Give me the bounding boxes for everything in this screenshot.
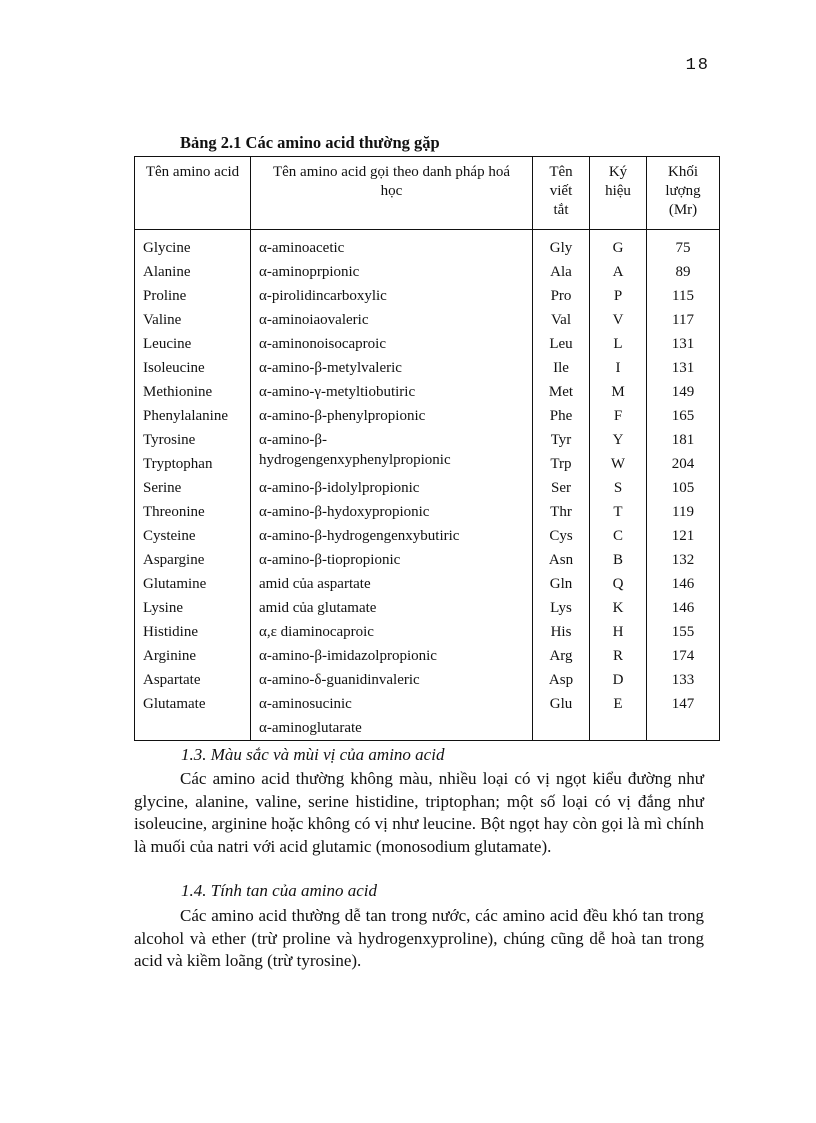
table-cell-mass: 89 [675,264,691,280]
table-cell-symbol: T [613,504,623,520]
table-cell-symbol: D [612,672,624,688]
table-cell-name: Threonine [143,504,205,520]
table-cell-abbr: Tyr [550,432,572,448]
table-cell-abbr: Cys [549,528,573,544]
table-cell-symbol: V [612,312,624,328]
table-cell-chem: α-amino-β-hydoxypropionic [259,504,430,520]
table-cell-chem: α-amino-β-imidazolpropionic [259,648,437,664]
table-cell-symbol: K [612,600,624,616]
table-cell-symbol: G [612,240,624,256]
table-cell-mass: 146 [671,600,695,616]
table-cell-name: Alanine [143,264,191,280]
table-cell-name: Glutamine [143,576,207,592]
table-cell-abbr: Ile [553,360,569,376]
table-cell-symbol: B [612,552,623,568]
table-cell-chem: α-amino-β-idolylpropionic [259,480,420,496]
table-cell-chem: α-amino-β-metylvaleric [259,360,402,376]
table-cell-abbr: Gln [549,576,573,592]
section-1-4-heading: 1.4. Tính tan của amino acid [181,881,377,900]
table-cell-name: Aspartate [143,672,201,688]
table-cell-symbol: A [612,264,624,280]
table-cell-abbr: Ser [551,480,571,496]
table-cell-symbol: S [613,480,623,496]
table-cell-abbr: Trp [550,456,572,472]
table-cell-name: Isoleucine [143,360,205,376]
table-cell-mass: 115 [672,288,694,304]
table-cell-chem: α-amino-β-tiopropionic [259,552,401,568]
table-cell-chem-line2: hydrogengenxyphenylpropionic [259,452,451,468]
table-cell-abbr: Leu [549,336,573,352]
column-chemical [251,230,533,741]
header-abbr: Tên viết tắt [533,157,590,230]
table-cell-symbol: M [611,384,625,400]
table-cell-abbr: Met [548,384,574,400]
table-cell-name: Histidine [143,624,198,640]
table-cell-chem: α-amino-β-hydrogengenxybutiric [259,528,460,544]
table-cell-chem: α-aminonoisocaproic [259,336,386,352]
header-chemical: Tên amino acid gọi theo danh pháp hoá học [251,157,533,230]
table-cell-name: Cysteine [143,528,196,544]
table-cell-abbr: Lys [550,600,572,616]
table-cell-symbol: W [610,456,626,472]
table-cell-chem: α-amino-δ-guanidinvaleric [259,672,420,688]
table-caption: Bảng 2.1 Các amino acid thường gặp [180,133,440,152]
table-cell-name: Arginine [143,648,197,664]
table-cell-mass: 132 [671,552,695,568]
table-cell-mass: 204 [671,456,695,472]
table-cell-abbr: Pro [550,288,572,304]
table-cell-chem [259,428,532,476]
table-cell-mass: 165 [671,408,695,424]
table-cell-name: Lysine [143,600,183,616]
header-name: Tên amino acid [135,157,251,230]
table-cell-abbr: Thr [550,504,572,520]
page-number: 18 [685,56,710,75]
table-cell-abbr: His [550,624,572,640]
table-cell-abbr: Arg [549,648,573,664]
table-cell-symbol: P [613,288,623,304]
table-cell-name: Methionine [143,384,213,400]
column-mass [647,230,720,741]
table-cell-abbr: Phe [549,408,573,424]
table-cell-mass: 105 [671,480,695,496]
table-cell-abbr: Ala [550,264,572,280]
table-cell-chem: α-aminosucinic [259,696,352,712]
amino-acid-table [134,156,720,741]
table-cell-chem: α-aminoacetic [259,240,345,256]
table-cell-name: Glutamate [143,696,206,712]
table-cell-chem: α-amino-γ-metyltiobutiric [259,384,416,400]
table-cell-symbol: C [612,528,623,544]
section-1-3-heading: 1.3. Màu sắc và mùi vị của amino acid [181,745,445,764]
table-cell-symbol: L [613,336,623,352]
table-cell-mass: 133 [671,672,695,688]
column-name [135,230,251,741]
table-cell-abbr: Asp [548,672,574,688]
table-cell-abbr: Asn [548,552,574,568]
table-cell-mass: 149 [671,384,695,400]
table-cell-mass: 121 [671,528,695,544]
table-cell-mass: 75 [675,240,691,256]
table-cell-mass: 117 [672,312,694,328]
table-cell-chem-line1: α-amino-β- [259,432,327,448]
table-cell-chem: α-aminoglutarate [259,720,362,736]
table-cell-abbr: Glu [549,696,573,712]
table-cell-symbol: Y [612,432,624,448]
table-cell-mass: 147 [671,696,695,712]
column-symbol [590,230,647,741]
table-cell-name: Glycine [143,240,191,256]
table-cell-mass: 131 [671,360,695,376]
table-cell-name: Aspargine [143,552,205,568]
table-cell-name: Proline [143,288,187,304]
section-1-3-paragraph: Các amino acid thường không màu, nhiều loại có vị ngọt kiểu đường như glycine, alanine, valine, serine histidine, triptophan; một số loại có vị đắng như isoleucine, arginine hoặc không có vị như leucine. Bột ngọt hay còn gọi là mì chính là muối của natri với acid glutamic (monosodium glutamate). [134,769,704,856]
table-cell-symbol: E [613,696,623,712]
table-cell-name: Tryptophan [143,456,213,472]
header-symbol: Ký hiệu [590,157,647,230]
column-abbr [533,230,590,741]
table-cell-name: Valine [143,312,182,328]
table-cell-name: Serine [143,480,182,496]
table-cell-chem: α,ε diaminocaproic [259,624,374,640]
table-cell-symbol: I [615,360,621,376]
header-mass: Khối lượng (Mr) [647,157,720,230]
table-cell-mass: 146 [671,576,695,592]
table-cell-mass: 181 [671,432,695,448]
table-cell-symbol: H [612,624,624,640]
table-cell-chem: amid của glutamate [259,600,377,616]
table-cell-name: Leucine [143,336,192,352]
table-cell-mass: 119 [672,504,694,520]
table-cell-abbr: Gly [549,240,573,256]
table-cell-abbr: Val [551,312,571,328]
table-cell-symbol: F [613,408,623,424]
table-cell-chem: α-aminoprpionic [259,264,360,280]
table-cell-chem: α-pirolidincarboxylic [259,288,387,304]
table-cell-name: Phenylalanine [143,408,228,424]
section-1-4-paragraph: Các amino acid thường dễ tan trong nước, các amino acid đều khó tan trong alcohol và ether (trừ proline và hydrogenxyproline), chúng cũng dễ hoà tan trong acid và kiềm loãng (trừ tyrosine). [134,906,704,970]
table-cell-chem: α-amino-β-phenylpropionic [259,408,426,424]
table-cell-chem: amid của aspartate [259,576,371,592]
table-cell-symbol: Q [612,576,624,592]
table-cell-mass: 155 [671,624,695,640]
table-cell-symbol: R [612,648,623,664]
table-cell-mass: 131 [671,336,695,352]
table-cell-chem: α-aminoiaovaleric [259,312,369,328]
table-cell-mass: 174 [671,648,695,664]
table-cell-name: Tyrosine [143,432,196,448]
